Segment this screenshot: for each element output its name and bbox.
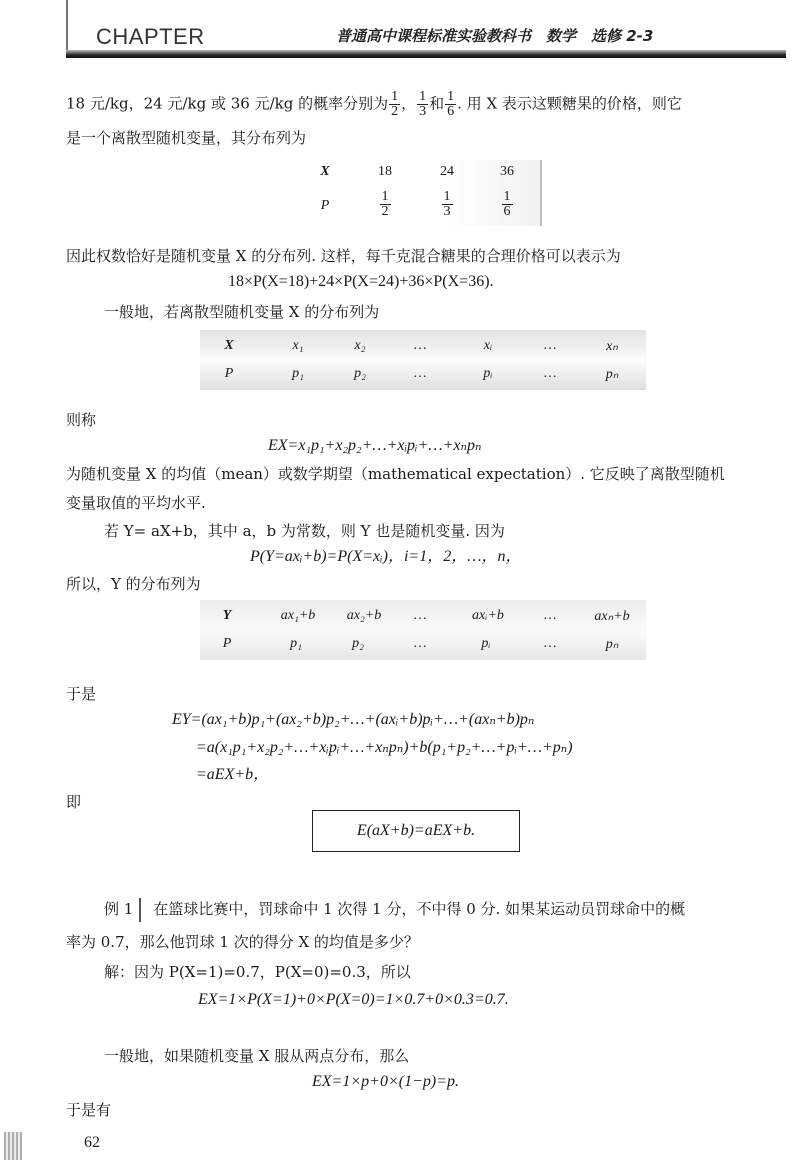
frac-num: 1 (503, 189, 511, 204)
table2-cell: … (413, 366, 427, 381)
header-rule (66, 0, 68, 50)
distribution-table-2 (200, 330, 646, 390)
table2-cell: pᵢ (483, 366, 493, 381)
intro-line-2: 是一个离散型随机变量，其分布列为 (66, 129, 307, 147)
intro-text-a: 18 元/kg，24 元/kg 或 36 元/kg 的概率分别为 (66, 94, 389, 113)
frac-den: 3 (419, 104, 427, 119)
table2-cell: p₁ (292, 366, 304, 381)
fraction-half (389, 90, 400, 119)
example-label: 例 1 (104, 900, 134, 918)
table2-cell: … (543, 366, 557, 381)
frac-den: 2 (381, 204, 389, 219)
table2-cell: x₁ (292, 338, 304, 353)
distribution-table-3 (200, 600, 646, 660)
table3-cell: p₁ (290, 636, 302, 651)
def-line-4: 所以，Y 的分布列为 (66, 575, 201, 593)
example-line-1 (104, 898, 685, 922)
table3-cell: … (413, 636, 427, 651)
table3-cell: … (543, 636, 557, 651)
para-general: 一般地，若离散型随机变量 X 的分布列为 (104, 303, 380, 321)
frac-num: 1 (447, 89, 455, 104)
frac-num: 1 (419, 89, 427, 104)
two-point-formula: EX=1×p+0×(1−p)=p. (312, 1073, 459, 1090)
para-weights: 因此权数恰好是随机变量 X 的分布列. 这样，每千克混合糖果的合理价格可以表示为 (66, 247, 621, 265)
table1-p-value (360, 190, 410, 219)
table1-x-value: 18 (378, 164, 392, 179)
page-number: 62 (84, 1134, 100, 1151)
fraction-sixth (445, 90, 456, 119)
frac-den: 3 (443, 204, 451, 219)
def-line-2: 变量取值的平均水平. (66, 494, 206, 512)
page-edge-mark (4, 1132, 22, 1160)
table3-cell: P (222, 636, 232, 651)
intro-line-1 (66, 90, 682, 119)
table3-cell: ax₁+b (280, 608, 316, 623)
frac-num: 1 (443, 189, 451, 204)
solution-line: 解：因为 P(X=1)=0.7，P(X=0)=0.3，所以 (104, 963, 411, 981)
table3-cell: pₙ (605, 637, 619, 652)
frac-den: 6 (447, 104, 455, 119)
frac-den: 2 (391, 104, 399, 119)
table3-cell: pᵢ (481, 636, 491, 651)
example-mark (139, 898, 141, 922)
derivation-line-2: =a(x₁p₁+x₂p₂+…+xᵢpᵢ+…+xₙpₙ)+b(p₁+p₂+…+pᵢ+…+pₙ) (196, 739, 573, 756)
table2-cell: X (224, 338, 234, 353)
boxed-formula: E(aX+b)=aEX+b. (312, 810, 520, 852)
derivation-line-1: EY=(ax₁+b)p₁+(ax₂+b)p₂+…+(axᵢ+b)pᵢ+…+(axₙ+b)pₙ (172, 711, 535, 728)
table3-cell: p₂ (352, 636, 364, 651)
general-line: 一般地，如果随机变量 X 服从两点分布，那么 (104, 1047, 410, 1065)
ie-label: 即 (66, 793, 82, 811)
table2-cell: xₙ (606, 339, 618, 354)
def-line-3: 若 Y= aX+b，其中 a，b 为常数，则 Y 也是随机变量. 因为 (104, 522, 505, 540)
formula-linear: P(Y=axᵢ+b)=P(X=xᵢ)，i=1，2，…，n， (250, 548, 522, 565)
derivation-line-3: =aEX+b， (196, 766, 270, 783)
table2-cell: p₂ (354, 366, 366, 381)
distribution-table-1 (310, 160, 542, 226)
table2-cell: P (224, 366, 234, 381)
table1-p-value (482, 190, 532, 219)
frac-den: 6 (503, 204, 511, 219)
table3-cell: axₙ+b (594, 609, 630, 624)
header-bar (66, 50, 786, 58)
book-title: 普通高中课程标准实验教科书 数学 选修 2-3 (336, 27, 654, 45)
chapter-label: CHAPTER (96, 24, 205, 49)
table3-cell: axᵢ+b (472, 608, 504, 623)
example-text-1: 在篮球比赛中，罚球命中 1 次得 1 分，不中得 0 分. 如果某运动员罚球命中的概 (153, 900, 686, 918)
example-line-2: 率为 0.7，那么他罚球 1 次的得分 X 的均值是多少？ (66, 933, 419, 951)
table1-x-value: 36 (500, 164, 514, 179)
table1-x-value: 24 (440, 164, 454, 179)
def-line-1: 为随机变量 X 的均值（mean）或数学期望（mathematical expectation）. 它反映了离散型随机 (66, 465, 725, 483)
formula-expectation: EX=x₁p₁+x₂p₂+…+xᵢpᵢ+…+xₙpₙ (268, 437, 482, 454)
table1-p-value (422, 190, 472, 219)
table1-p-label: P (320, 198, 330, 213)
formula-mixed-price: 18×P(X=18)+24×P(X=24)+36×P(X=36). (228, 273, 494, 290)
table2-cell: x₂ (354, 338, 366, 353)
frac-num: 1 (381, 189, 389, 204)
solution-formula: EX=1×P(X=1)+0×P(X=0)=1×0.7+0×0.3=0.7. (198, 991, 509, 1008)
so-label: 于是 (66, 685, 97, 703)
table3-cell: Y (222, 608, 232, 623)
frac-num: 1 (391, 89, 399, 104)
table3-cell: ax₂+b (346, 608, 382, 623)
table2-cell: … (543, 338, 557, 353)
fraction-third (417, 90, 428, 119)
table3-cell: … (543, 608, 557, 623)
then-called: 则称 (66, 411, 97, 429)
table2-cell: xᵢ (483, 338, 493, 353)
sep: 和 (429, 94, 445, 113)
intro-text-b: . 用 X 表示这颗糖果的价格，则它 (457, 94, 682, 113)
sep: ， (401, 94, 417, 113)
table3-cell: … (413, 608, 427, 623)
table1-x-label: X (320, 164, 330, 179)
table2-cell: … (413, 338, 427, 353)
table2-cell: pₙ (605, 367, 619, 382)
then-have: 于是有 (66, 1101, 112, 1119)
